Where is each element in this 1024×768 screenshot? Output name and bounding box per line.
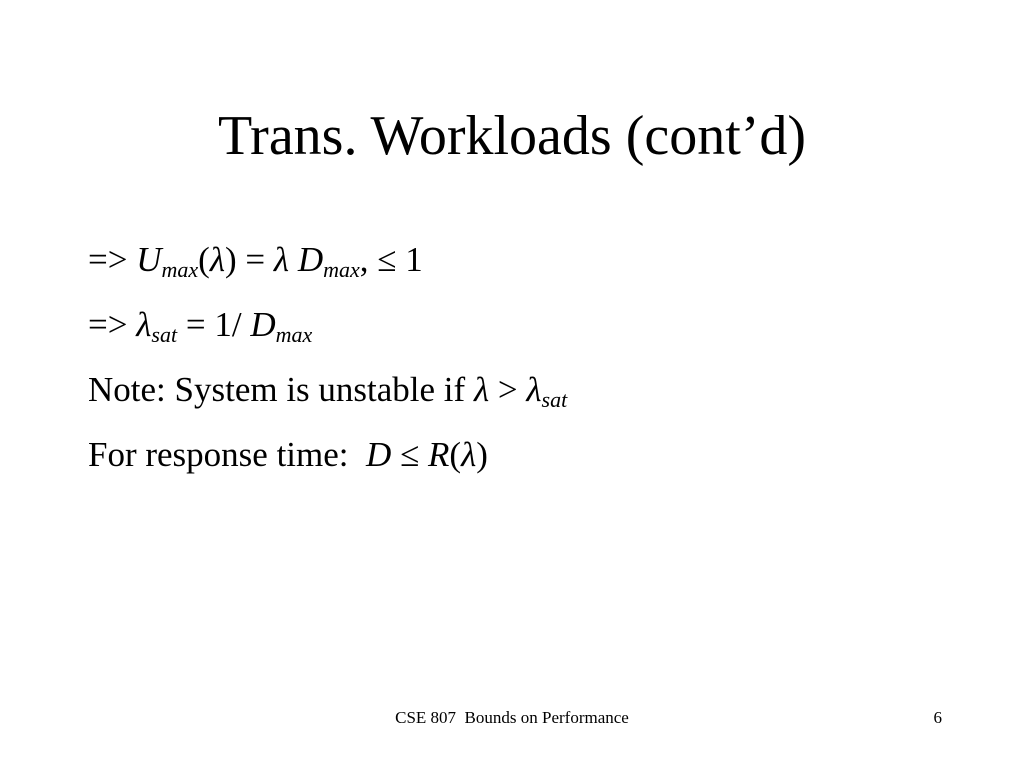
u-subscript: max	[161, 257, 199, 282]
lambda-subscript: sat	[151, 322, 178, 347]
note-text: Note: System is unstable if	[88, 370, 466, 409]
comma: ,	[359, 240, 369, 279]
line-saturation	[88, 301, 988, 348]
arrow: =>	[88, 305, 128, 344]
response-text: For response time:	[88, 435, 349, 474]
paren-close: )	[476, 435, 488, 474]
lambda-subscript: sat	[541, 387, 568, 412]
line-stability-note	[88, 366, 988, 413]
lambda-symbol: λ	[273, 240, 290, 279]
page-number: 6	[933, 708, 942, 727]
r-symbol: R	[428, 435, 450, 474]
u-symbol: U	[136, 240, 162, 279]
one-over: 1/	[214, 305, 242, 344]
line-response-time	[88, 431, 988, 478]
paren-open: (	[198, 240, 210, 279]
gt-sign: >	[497, 370, 518, 409]
lambda-symbol: λ	[209, 240, 225, 279]
d-symbol: D	[297, 240, 324, 279]
equals-sign: =	[185, 305, 206, 344]
footer-title: CSE 807 Bounds on Performance	[395, 708, 629, 727]
arrow: =>	[88, 240, 128, 279]
slide-title: Trans. Workloads (cont’d)	[217, 105, 807, 167]
lambda-symbol: λ	[526, 370, 542, 409]
lambda-symbol: λ	[136, 305, 152, 344]
value-one: 1	[405, 240, 423, 279]
leq-sign: ≤	[377, 240, 397, 279]
d-symbol: D	[250, 305, 276, 344]
lambda-symbol: λ	[461, 435, 477, 474]
paren-open: (	[449, 435, 462, 474]
leq-sign: ≤	[400, 435, 420, 474]
paren-close: )	[225, 240, 237, 279]
d-symbol: D	[366, 435, 392, 474]
d-subscript: max	[275, 322, 313, 347]
lambda-symbol: λ	[473, 370, 490, 409]
d-subscript: max	[323, 257, 360, 282]
slide-body	[88, 236, 988, 496]
equals-sign: =	[245, 240, 266, 279]
line-utilization	[88, 236, 988, 283]
